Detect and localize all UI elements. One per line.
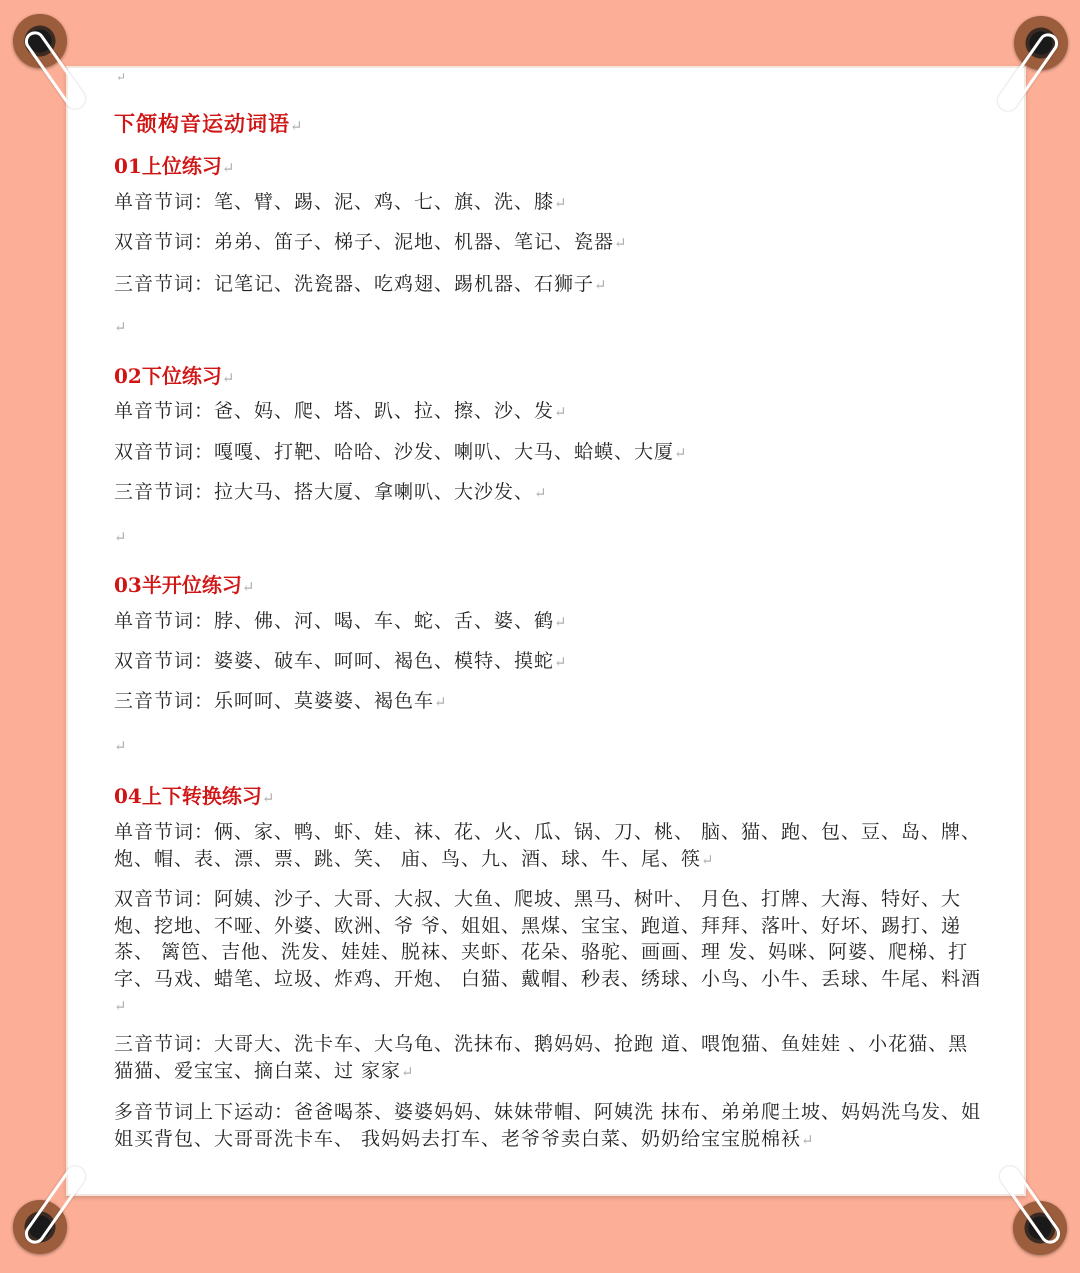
document-title: 下颌构音运动词语↵: [114, 111, 304, 136]
section-03-line-1: 单音节词：脖、佛、河、喝、车、蛇、舌、婆、鹤↵: [114, 610, 568, 632]
return-mark: ↵: [116, 70, 127, 84]
blank-paragraph: ↵: [114, 318, 127, 336]
section-04-line-1: 单音节词：俩、家、鸭、虾、娃、袜、花、火、瓜、锅、刀、桃、 脑、猫、跑、包、豆、岛、牌、炮、帽、表、漂、票、跳、笑、 庙、鸟、九、酒、球、牛、尾、筷↵: [114, 821, 982, 870]
section-01-line-3: 三音节词：记笔记、洗瓷器、吃鸡翅、踢机器、石狮子↵: [114, 273, 608, 295]
section-02-line-1: 单音节词：爸、妈、爬、塔、趴、拉、擦、沙、发↵: [114, 400, 568, 422]
section-02-line-3: 三音节词：拉大马、搭大厦、拿喇叭、大沙发、↵: [114, 481, 548, 503]
section-01-line-2: 双音节词：弟弟、笛子、梯子、泥地、机器、笔记、瓷器↵: [114, 231, 628, 253]
blank-paragraph: ↵: [114, 528, 127, 546]
section-02-line-2: 双音节词：嘎嘎、打靶、哈哈、沙发、喇叭、大马、蛤蟆、大厦↵: [114, 441, 688, 463]
section-heading-02: 02下位练习↵: [114, 364, 235, 388]
section-04-line-2: 双音节词：阿姨、沙子、大哥、大叔、大鱼、爬坡、黑马、树叶、 月色、打牌、大海、特好、大炮、挖地、不哑、外婆、欧洲、爷 爷、姐姐、黑煤、宝宝、跑道、拜拜、落叶、好坏、踢打、递茶、 篱笆、吉他、洗发、娃娃、脱袜、夹虾、花朵、骆驼、画画、理 发、妈咪、阿婆、爬梯、打字、马戏、蜡笔、垃圾、炸鸡、开炮、 白猫、戴帽、秒表、绣球、小鸟、小牛、丢球、牛尾、料酒↵: [114, 888, 982, 1015]
section-03-line-3: 三音节词：乐呵呵、莫婆婆、褐色车↵: [114, 690, 448, 712]
section-heading-03: 03半开位练习↵: [114, 573, 255, 597]
section-04-line-3: 三音节词：大哥大、洗卡车、大乌龟、洗抹布、鹅妈妈、抢跑 道、喂饱猫、鱼娃娃 、小花猫、黑猫猫、爱宝宝、摘白菜、过 家家↵: [114, 1033, 969, 1082]
section-heading-04: 04上下转换练习↵: [114, 784, 275, 808]
document-page: [66, 66, 1026, 1196]
section-heading-01: 01上位练习↵: [114, 154, 235, 178]
section-03-line-2: 双音节词：婆婆、破车、呵呵、褐色、模特、摸蛇↵: [114, 650, 568, 672]
section-04-line-4: 多音节词上下运动：爸爸喝茶、婆婆妈妈、妹妹带帽、阿姨洗 抹布、弟弟爬土坡、妈妈洗乌发、姐姐买背包、大哥哥洗卡车、 我妈妈去打车、老爷爷卖白菜、奶奶给宝宝脱棉袄↵: [114, 1101, 982, 1150]
section-01-line-1: 单音节词：笔、臂、踢、泥、鸡、七、旗、洗、膝↵: [114, 191, 568, 213]
blank-paragraph: ↵: [114, 737, 127, 755]
